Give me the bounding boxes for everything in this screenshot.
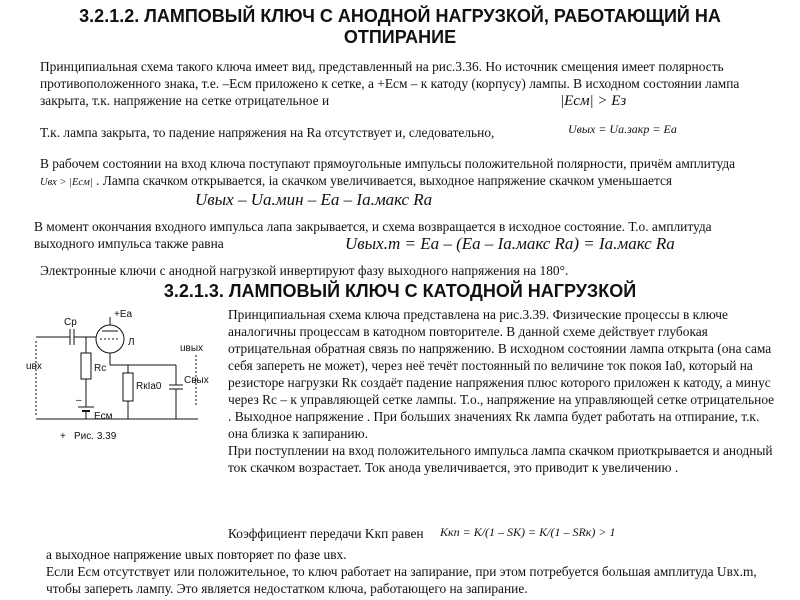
- section-heading-2: 3.2.1.3. ЛАМПОВЫЙ КЛЮЧ С КАТОДНОЙ НАГРУЗКОЙ: [163, 281, 637, 301]
- paragraph-phase-repeat: а выходное напряжение uвых повторяет по фазе uвх.: [46, 547, 347, 562]
- resistor-rc: [81, 353, 91, 379]
- circuit-diagram: [28, 307, 228, 447]
- paragraph-cathode-description: Принципиальная схема ключа представлена на рис.3.39. Физические процессы в ключе аналогичны процессам в катодном повторителе. В данной схеме действует глубокая отрицательная обратная связь по напряжению. В исходном состоянии лампа открыта (она сама себя запереть не может), через неё течёт постоянный по величине ток покоя Ia0, который на резисторе нагрузки Rк создаёт падение напряжения плюс которого приложен к катоду, а минус через Rc – к управляющей сетке лампы. Т.о., напряжение на управляющей сетке отрицательное . Выходное напряжение . При больших значениях Rк лампа будет работать на отпирание, т.к. она близка к запиранию.: [228, 307, 775, 441]
- section-heading: [20, 6, 780, 48]
- figure-caption: Рис. 3.39: [74, 431, 117, 442]
- formula-input-amplitude: Uвх > |Eсм|: [40, 177, 93, 188]
- label-rc: Rс: [94, 363, 107, 374]
- section-heading-line-1: 3.2.1.2. ЛАМПОВЫЙ КЛЮЧ С АНОДНОЙ НАГРУЗКОЙ, РАБОТАЮЩИЙ НА: [79, 6, 721, 26]
- paragraph-cathode-key: [228, 306, 776, 476]
- paragraph-working-state-part-2: . Лампа скачком открывается, ia скачком увеличивается, выходное напряжение скачком уменьшается: [96, 173, 673, 188]
- paragraph-conclusion: [46, 546, 776, 597]
- paragraph-closed-state: Т.к. лампа закрыта, то падение напряжения на Ra отсутствует и, следовательно,: [40, 125, 495, 140]
- label-plus: +: [60, 431, 66, 442]
- resistor-rk: [123, 373, 133, 401]
- label-uvx: uвх: [26, 361, 42, 372]
- paragraph-phase-inversion: Электронные ключи с анодной нагрузкой инвертируют фазу выходного напряжения на 180°.: [40, 263, 569, 278]
- formula-output-amplitude: Uвых.m = Eа – (Eа – Iа.макс Ra) = Iа.макс Ra: [345, 234, 675, 253]
- section-heading-line-2: ОТПИРАНИЕ: [343, 27, 457, 47]
- formula-output-closed: Uвых = Uа.закр = Eа: [568, 122, 677, 136]
- paragraph-positive-pulse: При поступлении на вход положительного импульса лампа скачком приоткрывается и анодный ток скачком возрастает. Ток анода увеличивается, это приводит к увеличению .: [228, 443, 773, 475]
- label-lamp: Л: [128, 337, 135, 348]
- paragraph-transfer-coefficient: Коэффициент передачи Kкп равен: [228, 526, 424, 541]
- formula-transfer-coefficient: Kкп = K/(1 – SK) = K/(1 – SRк) > 1: [440, 525, 616, 539]
- paragraph-lockout-note: Если Eсм отсутствует или положительное, то ключ работает на запирание, при этом потребуется большая амплитуда Uвх.m, чтобы запереть лампу. Это является недостатком ключа, работающего на запирание.: [46, 564, 757, 596]
- label-cvyx: Cвых: [184, 375, 209, 386]
- paragraph-working-state-part-1: В рабочем состоянии на вход ключа поступают прямоугольные импульсы положительной полярности, причём амплитуда: [40, 156, 736, 171]
- formula-bias-condition: |Eсм| > Eз: [560, 93, 627, 109]
- formula-output-drop: Uвых – Uа.мин – Eа – Iа.макс Ra: [195, 190, 433, 209]
- label-rk: RкIа0: [136, 381, 162, 392]
- label-esm: Eсм: [94, 411, 113, 422]
- label-ea: +Eа: [114, 309, 133, 320]
- label-uvyx: uвых: [180, 343, 204, 354]
- label-cp: Cр: [64, 317, 77, 328]
- paragraph-working-state: [40, 155, 775, 191]
- label-minus: –: [76, 395, 82, 406]
- paragraph-return-state: В момент окончания входного импульса лапа закрывается, и схема возвращается в исходное состояние. Т.о. амплитуда выходного импульса также равна: [34, 219, 712, 251]
- paragraph-intro: Принципиальная схема такого ключа имеет вид, представленный на рис.3.36. Но источник смещения имеет полярность противоположенного знака, т.е. –Eсм приложено к сетке, а +Eсм – к катоду (корпусу) лампы. В исходном состоянии лампа закрыта, т.к. напряжение на сетке отрицательное и: [40, 59, 740, 108]
